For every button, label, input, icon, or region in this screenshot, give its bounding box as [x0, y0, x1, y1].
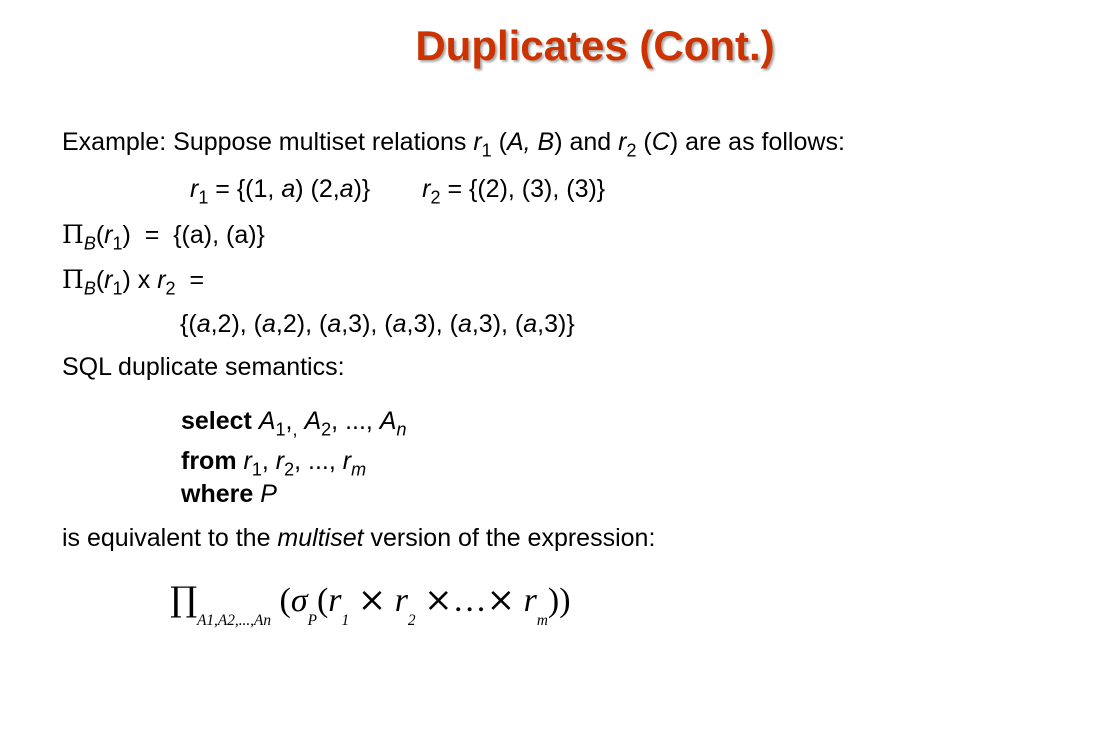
r2-lhs: r: [422, 175, 431, 203]
subscript-m: m: [536, 611, 548, 629]
times-symbol: ) x: [122, 266, 158, 294]
multiset-emphasis: multiset: [277, 524, 364, 552]
relation-r2: r: [618, 128, 627, 156]
attr-b: B: [83, 233, 96, 254]
relation-r: r: [394, 582, 408, 619]
product-result: {(a,2), (a,2), (a,3), (a,3), (a,3), (a,3)}: [180, 310, 575, 338]
r1-subscript: 1: [112, 278, 123, 299]
sigma-symbol: σ: [290, 582, 308, 619]
intro-suffix: ) are as follows:: [669, 128, 845, 156]
r2-subscript: 2: [430, 187, 441, 208]
slide-title: Duplicates (Cont.): [415, 22, 775, 69]
attr-b: B: [83, 278, 96, 299]
relation-definitions: [190, 175, 606, 208]
sql-from-line: [181, 447, 367, 480]
sigma-subscript: P: [307, 611, 317, 629]
product-line: $\Pi_B(r_1)$ x $r_2$ =: [62, 265, 205, 299]
times-symbol: ×: [424, 580, 453, 620]
r1-subscript: 1: [112, 233, 123, 254]
paren: (: [636, 128, 652, 156]
where-predicate: P: [260, 480, 277, 508]
value-a: a: [339, 175, 354, 203]
subscript-2: 2: [407, 611, 416, 629]
pi-symbol: Π: [62, 265, 84, 294]
r1-mid: ) (2,: [295, 175, 340, 203]
relation-r1: r: [104, 266, 113, 294]
r1-end: )}: [353, 175, 371, 203]
projection-subscript: A1,A2,...,An: [197, 611, 271, 629]
relational-algebra-formula: $\prod_{A1,A2,...,An}$ ($\sigma_P(r_1 \times r_2$ ×…× $r_m$)): [170, 580, 571, 629]
r1-subscript: 1: [481, 140, 492, 161]
equivalence-line: [62, 524, 655, 553]
connector: ) and: [554, 128, 619, 156]
relation-r1: r: [104, 221, 113, 249]
r2-subscript: 2: [626, 140, 637, 161]
select-keyword: select: [181, 407, 252, 435]
equals: =: [175, 266, 205, 294]
times-symbol: ×: [486, 580, 516, 620]
relation-r: r: [328, 582, 342, 619]
equivalence-prefix: is equivalent to the: [62, 524, 278, 552]
where-keyword: where: [181, 480, 254, 508]
product-pi-symbol: ∏: [170, 580, 198, 620]
intro-line: [62, 128, 845, 161]
intro-prefix: Example: Suppose multiset relations: [62, 128, 474, 156]
relation-r: r: [523, 582, 537, 619]
sql-select-line: [181, 407, 407, 440]
from-relations: $r_1$, $r_2$, ..., $r_m$: [243, 447, 367, 480]
subscript-1: 1: [341, 611, 350, 629]
r1-attributes: A, B: [506, 128, 555, 156]
r1-lhs: r: [190, 175, 199, 203]
paren: (: [491, 128, 507, 156]
from-keyword: from: [181, 447, 237, 475]
r1-eq: = {(1,: [208, 175, 282, 203]
value-a: a: [281, 175, 296, 203]
r2-attributes: C: [651, 128, 670, 156]
projection-result: = {(a), (a)}: [130, 221, 265, 249]
r2-value: = {(2), (3), (3)}: [440, 175, 606, 203]
ellipsis: …: [452, 582, 487, 619]
projection-line: $\Pi_B(r_1) = \{(a)$, (a)}: [62, 220, 265, 254]
sql-where-line: [181, 480, 277, 509]
relation-r2: r: [157, 266, 166, 294]
equivalence-suffix: version of the expression:: [363, 524, 656, 552]
relation-r1: r: [473, 128, 482, 156]
sql-heading: SQL duplicate semantics:: [62, 353, 345, 381]
select-columns: $A_1,_,$ $A_2$, ..., $A_n$: [258, 407, 407, 440]
pi-symbol: Π: [62, 220, 84, 249]
r1-subscript: 1: [198, 187, 209, 208]
times-symbol: ×: [357, 580, 387, 620]
r2-subscript: 2: [165, 278, 176, 299]
